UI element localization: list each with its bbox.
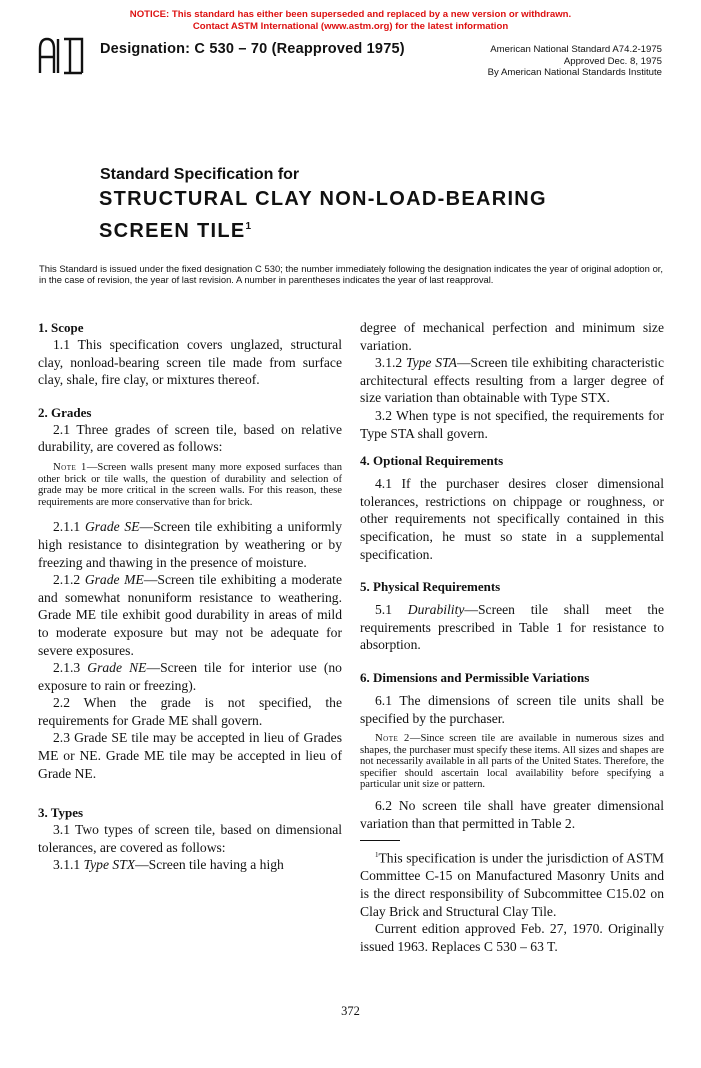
para-6-1: 6.1 The dimensions of screen tile units shall be specified by the purchaser. bbox=[360, 692, 664, 726]
para-2-1-2-num: 2.1.2 bbox=[53, 572, 81, 588]
para-2-1-3-text: —Screen tile for interior use (no exposure to rain or freezing). bbox=[38, 660, 342, 693]
term-grade-me: Grade ME bbox=[84, 572, 144, 588]
para-2-1-3-num: 2.1.3 bbox=[53, 660, 81, 676]
title-line-1: STRUCTURAL CLAY NON-LOAD-BEARING bbox=[99, 188, 547, 210]
astm-logo bbox=[36, 33, 86, 79]
note-2 bbox=[360, 733, 664, 791]
para-2-1-1 bbox=[38, 518, 342, 571]
para-5-1-text: —Screen tile shall meet the requirements prescribed in Table 1 for resistance to absorption. bbox=[360, 602, 664, 653]
term-grade-ne: Grade NE bbox=[87, 660, 147, 676]
note-1-text: —Screen walls present many more exposed surfaces than other brick or tile walls, the question of durability and selection of grade may be more critical in the screen walls. For this reason, these requirements are more conservative than for brick. bbox=[38, 461, 343, 508]
para-2-1-1-text: —Screen tile exhibiting a uniformly high resistance to disintegration by weathering or by freezing and thawing in the presence of moisture. bbox=[38, 519, 342, 570]
para-5-1-num: 5.1 bbox=[375, 602, 392, 618]
document-title bbox=[99, 186, 547, 245]
para-2-3: 2.3 Grade SE tile may be accepted in lieu of Grades ME or NE. Grade ME tile may be accepted in lieu of Grade NE. bbox=[38, 730, 342, 781]
para-5-1 bbox=[360, 601, 664, 654]
title-footnote-mark: 1 bbox=[245, 221, 252, 232]
para-2-1-2-text: —Screen tile exhibiting a moderate and somewhat nonuniform resistance to weathering. Grade ME tile exhibit good durability in areas of mild to moderate exposure but may not be adequate for severe exposures. bbox=[38, 572, 342, 658]
footnote-rule bbox=[360, 840, 400, 841]
para-1-1: 1.1 This specification covers unglazed, structural clay, nonload-bearing screen tile made from surface clay, shale, fire clay, or mixtures thereof. bbox=[38, 337, 342, 388]
term-type-stx: Type STX bbox=[83, 857, 136, 873]
para-2-1-2 bbox=[38, 571, 342, 659]
para-3-1: 3.1 Two types of screen tile, based on dimensional tolerances, are covered as follows: bbox=[38, 822, 342, 855]
page-number: 372 bbox=[341, 1004, 360, 1018]
para-3-1-2-num: 3.1.2 bbox=[375, 355, 403, 371]
title-line-2 bbox=[99, 213, 547, 245]
heading-types: 3. Types bbox=[38, 805, 84, 821]
ansi-line-1: American National Standard A74.2-1975 bbox=[490, 44, 662, 55]
note-1 bbox=[38, 462, 342, 508]
title-line-2-text: SCREEN TILE bbox=[99, 220, 246, 242]
ansi-line-3: By American National Standards Institute bbox=[487, 67, 662, 78]
para-3-1-2 bbox=[360, 354, 664, 407]
term-durability: Durability bbox=[407, 602, 465, 618]
heading-physical-requirements: 5. Physical Requirements bbox=[360, 579, 501, 595]
footnote-1-mark: 1 bbox=[375, 851, 379, 860]
issuance-statement: This Standard is issued under the fixed designation C 530; the number immediately following the designation indicates the year of original adoption or, in the case of revision, the year of last revision. A number in parentheses indicates the year of last reapproval. bbox=[39, 263, 663, 286]
para-6-2: 6.2 No screen tile shall have greater dimensional variation than that permitted in Table 2. bbox=[360, 798, 664, 831]
title-prefix: Standard Specification for bbox=[100, 166, 300, 183]
footnote-1 bbox=[360, 847, 664, 920]
note-1-label: Note 1 bbox=[53, 461, 87, 473]
term-type-sta: Type STA bbox=[406, 355, 457, 371]
heading-grades: 2. Grades bbox=[38, 404, 92, 420]
term-grade-se: Grade SE bbox=[84, 519, 140, 535]
designation: Designation: C 530 – 70 (Reapproved 1975) bbox=[100, 41, 405, 57]
note-2-text: —Since screen tile are available in numerous sizes and shapes, the purchaser must specify these items. All sizes and shapes are not necessarily available in all parts of the United States. Therefore, the specifier should ascertain local availability before specifying a particular unit size or pattern. bbox=[360, 733, 665, 791]
para-3-1-1 bbox=[38, 856, 342, 874]
para-2-1-1-num: 2.1.1 bbox=[53, 519, 81, 535]
para-3-1-1-continued: degree of mechanical perfection and minimum size variation. bbox=[360, 320, 664, 353]
notice-line-2: Contact ASTM International (www.astm.org) for the latest information bbox=[192, 21, 509, 32]
para-3-1-2-text: —Screen tile exhibiting characteristic architectural effects resulting from a larger degree of size variation than obtainable with Type STX. bbox=[360, 355, 664, 406]
ansi-approval bbox=[488, 44, 662, 79]
para-4-1: 4.1 If the purchaser desires closer dimensional tolerances, restrictions on chippage or roughness, or other requirements not specifically contained in this specification, he must so state in a supplemental specification. bbox=[360, 476, 664, 562]
heading-scope: 1. Scope bbox=[38, 320, 84, 335]
ansi-line-2: Approved Dec. 8, 1975 bbox=[563, 55, 662, 67]
para-2-1-3 bbox=[38, 659, 342, 694]
notice-line-1: NOTICE: This standard has either been superseded and replaced by a new version or withdrawn. bbox=[129, 9, 572, 20]
para-3-2: 3.2 When type is not specified, the requirements for Type STA shall govern. bbox=[360, 407, 664, 441]
para-2-1: 2.1 Three grades of screen tile, based on relative durability, are covered as follows: bbox=[38, 421, 342, 455]
footnote-1-edition: Current edition approved Feb. 27, 1970. Originally issued 1963. Replaces C 530 – 63 T. bbox=[360, 921, 664, 954]
left-column bbox=[38, 319, 342, 874]
heading-optional-requirements: 4. Optional Requirements bbox=[360, 453, 504, 469]
heading-dimensions: 6. Dimensions and Permissible Variations bbox=[360, 669, 590, 685]
footnote-1-text: This specification is under the jurisdiction of ASTM Committee C-15 on Manufactured Masonry Units and is the direct responsibility of Subcommittee C15.02 on Clay Brick and Structural Clay Tile. bbox=[360, 850, 664, 919]
para-3-1-1-text: —Screen tile having a high bbox=[135, 857, 284, 873]
note-2-label: Note 2 bbox=[375, 733, 410, 745]
para-3-1-1-num: 3.1.1 bbox=[53, 857, 81, 873]
notice-banner bbox=[0, 9, 701, 33]
para-2-2: 2.2 When the grade is not specified, the requirements for Grade ME shall govern. bbox=[38, 695, 342, 728]
right-column bbox=[360, 319, 664, 955]
